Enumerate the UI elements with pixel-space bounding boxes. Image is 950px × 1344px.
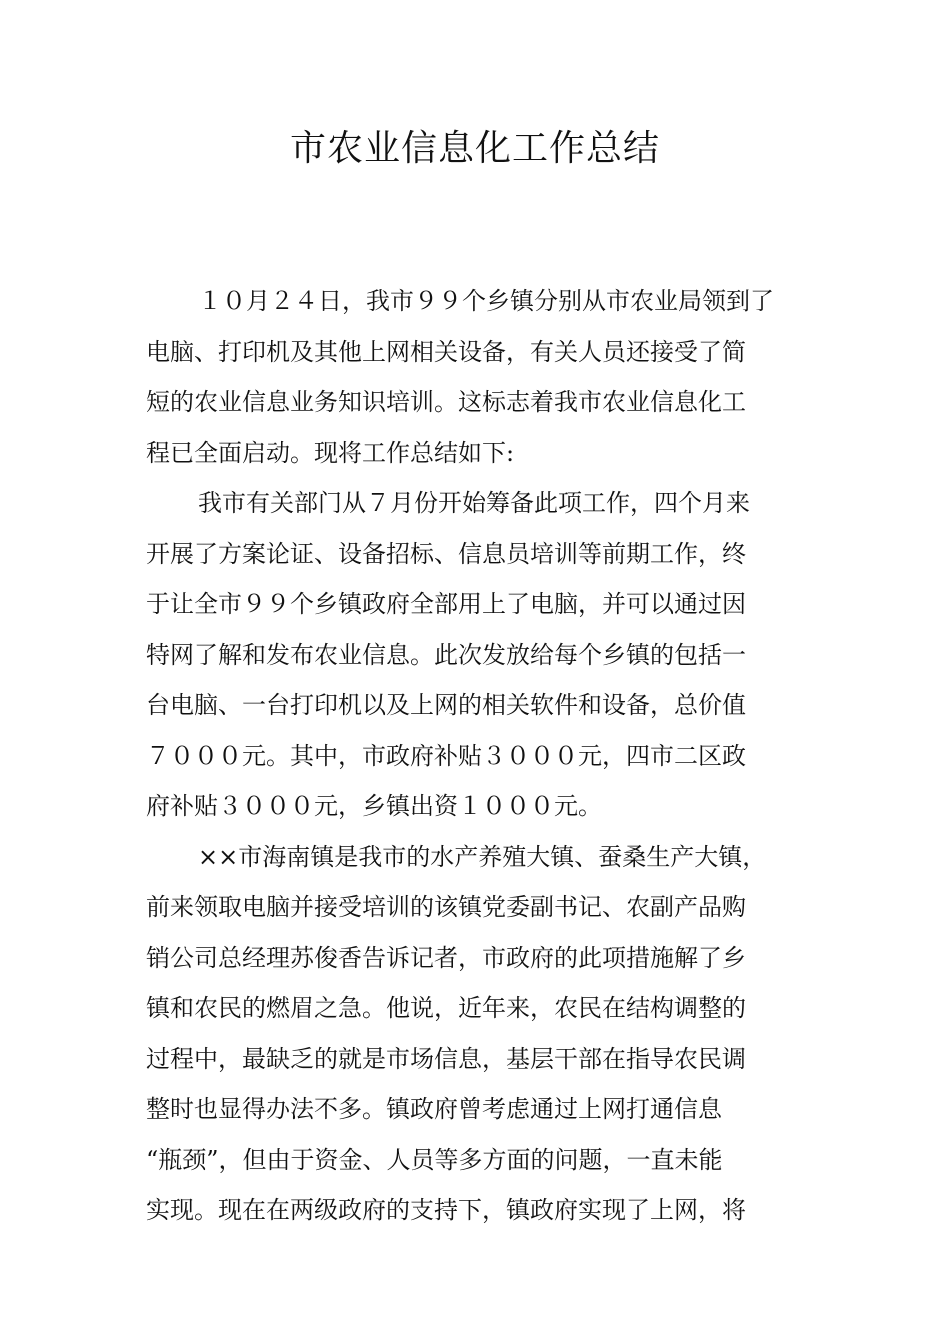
paragraph-line: 短的农业信息业务知识培训。这标志着我市农业信息化工 [146,388,746,416]
paragraph-line: 特网了解和发布农业信息。此次发放给每个乡镇的包括一 [146,640,746,669]
document-body [146,276,830,1236]
paragraph-line: 实现。现在在两级政府的支持下，镇政府实现了上网，将 [146,1196,746,1224]
paragraph-line: 整时也显得办法不多。镇政府曾考虑通过上网打通信息 [146,1095,722,1123]
paragraph-line: 台电脑、一台打印机以及上网的相关软件和设备，总价值 [146,691,746,719]
paragraph-line: 销公司总经理苏俊香告诉记者，市政府的此项措施解了乡 [146,943,746,972]
paragraph-line: 过程中，最缺乏的就是市场信息，基层干部在指导农民调 [146,1044,746,1073]
paragraph-line: ××市海南镇是我市的水产养殖大镇、蚕桑生产大镇， [198,842,767,871]
paragraph-line: ７０００元。其中，市政府补贴３０００元，四市二区政 [146,741,746,770]
paragraph-1 [146,276,830,478]
document-title: 市农业信息化工作总结 [289,128,660,169]
paragraph-2 [146,478,830,832]
paragraph-line: 镇和农民的燃眉之急。他说，近年来，农民在结构调整的 [146,994,746,1022]
paragraph-line: 电脑、打印机及其他上网相关设备，有关人员还接受了简 [146,337,746,366]
paragraph-3 [146,832,830,1236]
paragraph-line: “瓶颈”，但由于资金、人员等多方面的问题，一直未能 [146,1145,723,1174]
paragraph-line: 府补贴３０００元，乡镇出资１０００元。 [146,792,602,820]
paragraph-line: 程已全面启动。现将工作总结如下: [146,438,515,467]
paragraph-line: 于让全市９９个乡镇政府全部用上了电脑，并可以通过因 [146,590,746,618]
paragraph-line: １０月２４日，我市９９个乡镇分别从市农业局领到了 [198,287,774,315]
paragraph-line: 我市有关部门从７月份开始筹备此项工作，四个月来 [198,489,750,517]
paragraph-line: 开展了方案论证、设备招标、信息员培训等前期工作，终 [146,539,746,568]
paragraph-line: 前来领取电脑并接受培训的该镇党委副书记、农副产品购 [146,893,746,921]
